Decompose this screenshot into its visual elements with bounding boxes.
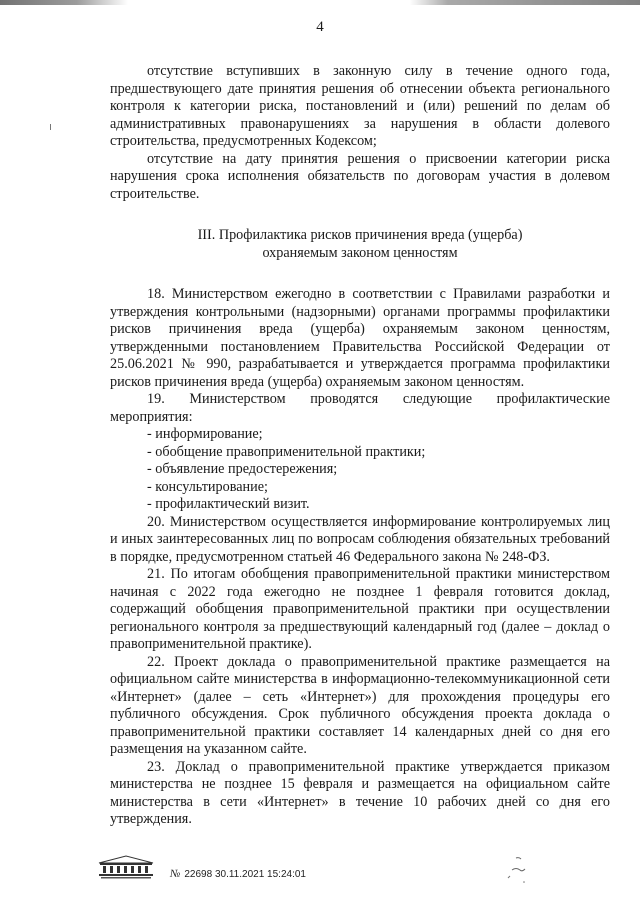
document-body [110, 63, 610, 829]
paragraph-19: 19. Министерством проводятся следующие профилактические мероприятия: [110, 391, 610, 425]
paragraph-22: 22. Проект доклада о правоприменительной практике размещается на официальном сайте министерства в информационно-телекоммуникационной сети «Интернет» (далее – сеть «Интернет») для прохождения процедуры его публичного обсуждения. Срок публичного обсуждения проекта доклада о правоприменительной практики составляет 14 календарных дней со дня его размещения на указанном сайте. [110, 653, 610, 757]
list-item: - обобщение правоприменительной практики; [147, 443, 426, 460]
signature-marks-icon [500, 852, 540, 892]
registration-number-and-timestamp: 22698 30.11.2021 15:24:01 [184, 869, 306, 880]
scan-edge-artifact [0, 0, 640, 5]
margin-mark [50, 124, 51, 130]
paragraph-20: 20. Министерством осуществляется информирование контролируемых лиц и иных заинтересованных лиц по вопросам соблюдения обязательных требований в порядке, предусмотренном статьей 46 Федерального закона № 248-ФЗ. [110, 513, 610, 565]
paragraph-18: 18. Министерством ежегодно в соответствии с Правилами разработки и утверждения контрольными (надзорными) органами программы профилактики рисков причинения вреда (ущерба) охраняемым законом ценностям, утвержденными постановлением Правительства Российской Федерации от 25.06.2021 № 990, разрабатывается и утверждается программа профилактики рисков причинения вреда (ущерба) охраняемым законом ценностям. [110, 286, 610, 390]
paragraph-risk-criterion-1: отсутствие вступивших в законную силу в течение одного года, предшествующего дате принятия решения об отнесении объекта регионального контроля к категории риска, постановлений и (или) решений по делам об административных правонарушениях за нарушения в области долевого строительства, предусмотренных Кодексом; [110, 63, 610, 149]
list-item: - консультирование; [147, 478, 268, 495]
section-heading-line-1: III. Профилактика рисков причинения вреда (ущерба) [197, 227, 523, 243]
list-item: - информирование; [147, 426, 263, 442]
paragraph-21: 21. По итогам обобщения правоприменительной практики министерством начиная с 2022 года ежегодно не позднее 1 февраля готовится доклад, содержащий обобщения правоприменительной практики при осуществлении регионального контроля за предшествующий календарный год (далее – доклад о правоприменительной практике). [110, 566, 610, 652]
paragraph-risk-criterion-2: отсутствие на дату принятия решения о присвоении категории риска нарушения срока исполнения обязательств по договорам участия в долевом строительстве. [110, 150, 610, 202]
paragraph-23: 23. Доклад о правоприменительной практике утверждается приказом министерства не позднее 15 февраля и размещается на официальном сайте министерства в сети «Интернет» в течение 10 рабочих дней со дня его утверждения. [110, 758, 610, 827]
measures-list [110, 426, 610, 514]
section-heading [110, 227, 610, 262]
document-registration-id [170, 868, 306, 880]
document-footer [95, 850, 515, 890]
list-item: - профилактический визит. [147, 496, 310, 512]
registry-stamp-icon [95, 854, 157, 880]
page-number: 4 [316, 19, 324, 35]
number-sign: № [170, 868, 181, 880]
section-heading-line-2: охраняемым законом ценностям [262, 244, 458, 261]
list-item: - объявление предостережения; [147, 461, 338, 477]
